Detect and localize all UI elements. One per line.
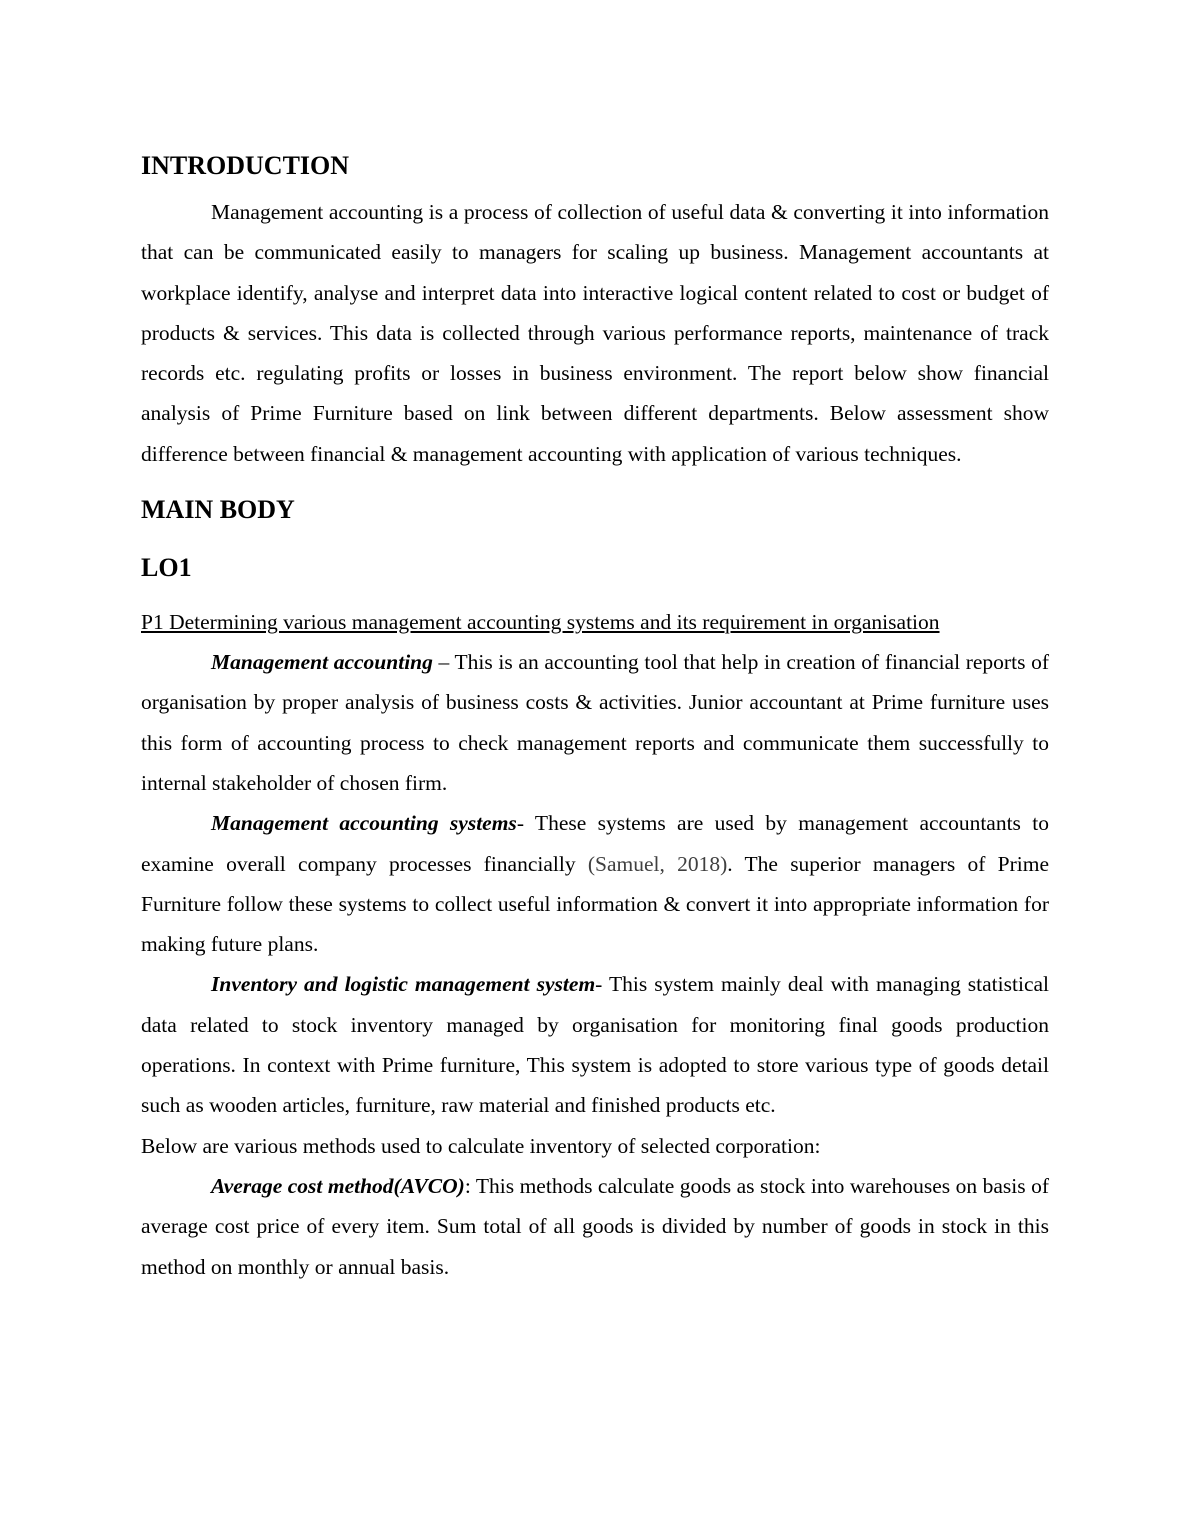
inventory-methods-intro: Below are various methods used to calculate inventory of selected corporation: — [141, 1133, 821, 1158]
term-management-accounting: Management accounting — [211, 650, 433, 675]
main-body-heading: MAIN BODY — [141, 495, 295, 525]
paragraph-text: - These systems are used by management accountants to examine overall company processes financially — [141, 811, 1050, 876]
document-page — [141, 148, 1049, 1287]
citation: (Samuel, 2018) — [587, 851, 728, 876]
intro-heading: INTRODUCTION — [141, 151, 350, 180]
paragraph-text: - This system mainly deal with managing statistical data related to stock inventory managed by organisation for monitoring final goods production operations. In context with Prime furniture, This system is adopted to store various type of goods detail such as wooden articles, furniture, raw material and finished products etc. — [141, 972, 1049, 1118]
management-accounting-systems-paragraph — [141, 803, 1049, 964]
management-accounting-paragraph — [141, 642, 1049, 803]
inventory-system-paragraph — [141, 964, 1049, 1125]
paragraph-text: – This is an accounting tool that help in creation of financial reports of organisation by proper analysis of business costs & activities. Junior accountant at Prime furniture uses this form of accounting process to check management reports and communicate them successfully to internal stakeholder of chosen firm. — [141, 650, 1049, 795]
paragraph-text: : This methods calculate goods as stock into warehouses on basis of average cost price of every item. Sum total of all goods is divided by number of goods in stock in this method on monthly or annual basis. — [141, 1173, 1049, 1279]
avco-paragraph — [141, 1166, 1049, 1287]
paragraph-text: . The superior managers of Prime Furniture follow these systems to collect useful information & convert it into appropriate information for making future plans. — [141, 851, 1050, 957]
p1-subheading: P1 Determining various management accounting systems and its requirement in organisation — [141, 610, 940, 635]
term-management-accounting-systems: Management accounting systems — [211, 811, 517, 836]
term-avco: Average cost method(AVCO) — [211, 1173, 465, 1198]
intro-paragraph: Management accounting is a process of collection of useful data & converting it into information that can be communicated easily to managers for scaling up business. Management accountants at workplace identify, analyse and interpret data into interactive logical content related to cost or budget of products & services. This data is collected through various performance reports, maintenance of track records etc. regulating profits or losses in business environment. The report below show financial analysis of Prime Furniture based on link between different departments. Below assessment show difference between financial & management accounting with application of various techniques. — [141, 200, 1049, 466]
term-inventory-logistic-system: Inventory and logistic management system — [211, 972, 596, 997]
lo1-heading: LO1 — [141, 553, 192, 583]
